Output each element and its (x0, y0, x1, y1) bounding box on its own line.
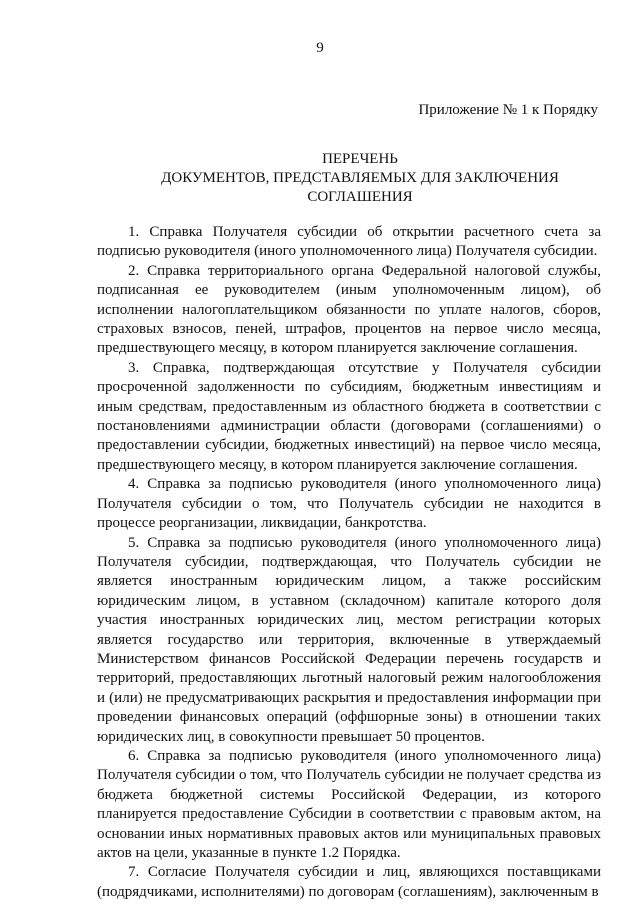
title-line-2: ДОКУМЕНТОВ, ПРЕДСТАВЛЯЕМЫХ ДЛЯ ЗАКЛЮЧЕНИЯ (161, 170, 559, 186)
document-title (90, 150, 630, 207)
list-item-4: 4. Справка за подписью руководителя (иного уполномоченного лица) Получателя субсидии о том, что Получатель субсидии не находится в процессе реорганизации, ликвидации, банкротства. (97, 476, 601, 532)
title-line-3: СОГЛАШЕНИЯ (307, 189, 413, 205)
list-item-1: 1. Справка Получателя субсидии об открытии расчетного счета за подписью руководителя (иного уполномоченного лица) Получателя субсидии. (97, 224, 601, 260)
list-item-7: 7. Согласие Получателя субсидии и лиц, являющихся поставщиками (подрядчиками, исполнителями) по договорам (соглашениям), заключенным в (97, 864, 601, 900)
page-number: 9 (316, 40, 324, 56)
document-body (97, 223, 601, 902)
list-item-5: 5. Справка за подписью руководителя (иного уполномоченного лица) Получателя субсидии, подтверждающая, что Получатель субсидии не является иностранным юридическим лицом, а также российским юридическим лицом, в уставном (складочном) капитале которого доля участия иностранных юридических лиц, местом регистрации которых является государство или территория, включенные в утверждаемый Министерством финансов Российской Федерации перечень государств и территорий, предоставляющих льготный налоговый режим налогообложения и (или) не предусматривающих раскрытия и предоставления информации при проведении финансовых операций (оффшорные зоны) в отношении таких юридических лиц, в совокупности превышает 50 процентов. (97, 534, 601, 745)
list-item-3: 3. Справка, подтверждающая отсутствие у Получателя субсидии просроченной задолженности по субсидиям, бюджетным инвестициям и иным средствам, предоставленным из областного бюджета в соответствии с постановлениями администрации области (договорами (соглашениями) о предоставлении субсидии, бюджетных инвестиций) на первое число месяца, предшествующего месяцу, в котором планируется заключение соглашения. (97, 359, 601, 473)
list-item-6: 6. Справка за подписью руководителя (иного уполномоченного лица) Получателя субсидии о том, что Получатель субсидии не получает средства из бюджета бюджетной системы Российской Федерации, из которого планируется предоставление Субсидии в соответствии с правовым актом, на основании иных нормативных правовых актов или муниципальных правовых актов на цели, указанные в пункте 1.2 Порядка. (97, 747, 601, 861)
list-item-2: 2. Справка территориального органа Федеральной налоговой службы, подписанная ее руководителем (иным уполномоченным лицом), об исполнении налогоплательщиком обязанности по уплате налогов, сборов, страховых взносов, пеней, штрафов, процентов на первое число месяца, предшествующего месяцу, в котором планируется заключение соглашения. (97, 262, 601, 357)
appendix-heading: Приложение № 1 к Порядку (418, 102, 598, 118)
title-line-1: ПЕРЕЧЕНЬ (322, 151, 398, 167)
